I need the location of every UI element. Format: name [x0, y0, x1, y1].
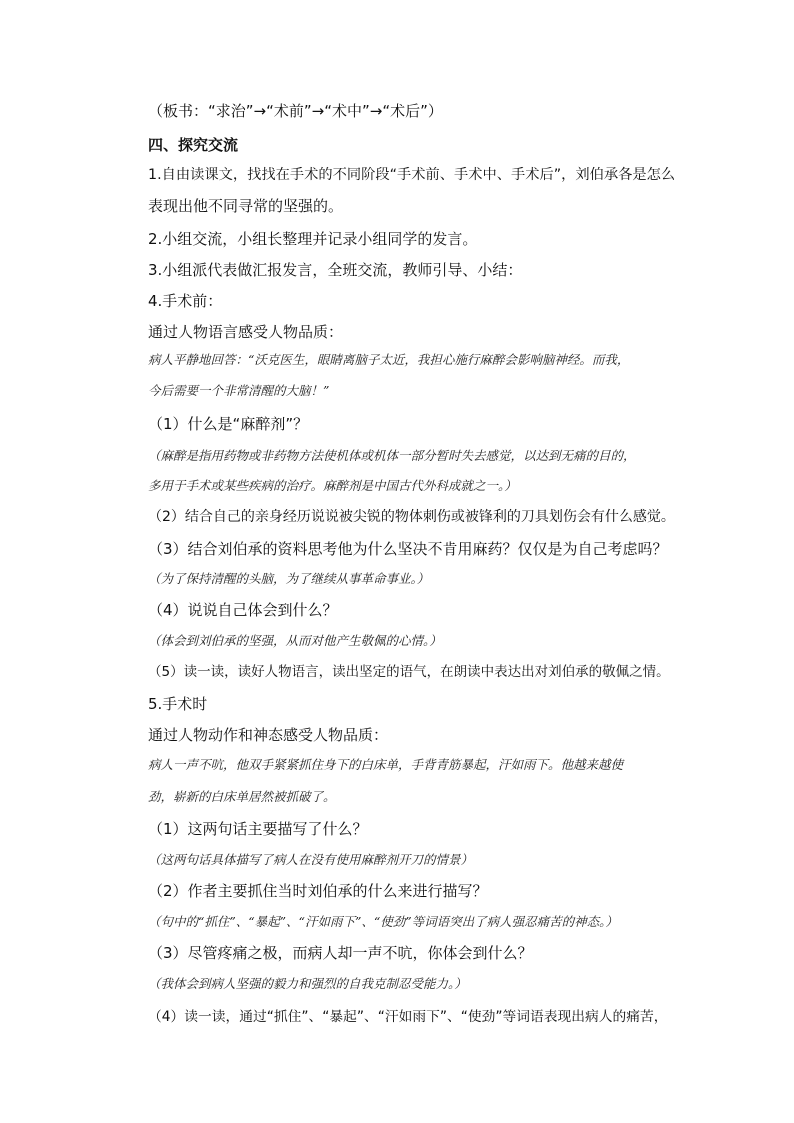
quote-line-2: 今后需要一个非常清醒的大脑！”: [148, 383, 330, 398]
answer-1-line-2: 多用于手术或某些疾病的治疗。麻醉剂是中国古代外科成就之一。）: [148, 478, 517, 493]
excerpt-line-2: 劲，崭新的白床单居然被抓破了。: [148, 789, 336, 804]
question-1: （1）什么是“麻醉剂”？: [148, 415, 309, 433]
step-1-line-2: 表现出他不同寻常的坚强的。: [148, 197, 344, 215]
step-3-line: 3.小组派代表做汇报发言，全班交流，教师引导、小结：: [148, 261, 523, 279]
section-heading: 四、探究交流: [148, 136, 239, 154]
step-4-heading: 4.手术前：: [148, 292, 223, 310]
step-2-line: 2.小组交流，小组长整理并记录小组同学的发言。: [148, 230, 478, 248]
answer-3: （为了保持清醒的头脑，为了继续从事革命事业。）: [148, 571, 430, 586]
answer-b2: （句中的“抓住”、“暴起”、“汗如雨下”、“使劲”等词语突出了病人强忍痛苦的神态。）: [148, 914, 618, 929]
question-b1: （1）这两句话主要描写了什么？: [148, 820, 368, 838]
question-3: （3）结合刘伯承的资料思考他为什么坚决不肯用麻药？仅仅是为自己考虑吗？: [148, 540, 668, 558]
answer-b1: （这两句话具体描写了病人在没有使用麻醉剂开刀的情景）: [148, 852, 474, 867]
board-note-line: （板书：“求治”→“术前”→“术中”→“术后”）: [148, 102, 443, 120]
subheading-language: 通过人物语言感受人物品质：: [148, 323, 344, 341]
question-b4: （4）读一读，通过“抓住”、“暴起”、“汗如雨下”、“使劲”等词语表现出病人的痛苦，: [148, 1009, 668, 1025]
answer-1-line-1: （麻醉是指用药物或非药物方法使机体或机体一部分暂时失去感觉，以达到无痛的目的，: [148, 448, 636, 463]
question-2: （2）结合自己的亲身经历说说被尖锐的物体刺伤或被锋利的刀具划伤会有什么感觉。: [148, 509, 675, 525]
subheading-action: 通过人物动作和神态感受人物品质：: [148, 726, 389, 744]
question-b2: （2）作者主要抓住当时刘伯承的什么来进行描写？: [148, 882, 488, 900]
answer-b3: （我体会到病人坚强的毅力和强烈的自我克制忍受能力。）: [148, 976, 467, 991]
quote-line-1: 病人平静地回答：“沃克医生，眼睛离脑子太近，我担心施行麻醉会影响脑神经。而我，: [148, 352, 630, 367]
question-4: （4）说说自己体会到什么？: [148, 601, 338, 619]
answer-4: （体会到刘伯承的坚强，从而对他产生敬佩的心情。）: [148, 633, 442, 648]
step-5-heading: 5.手术时: [148, 695, 208, 713]
question-b3: （3）尽管疼痛之极，而病人却一声不吭，你体会到什么？: [148, 944, 533, 962]
step-1-line-1: 1.自由读课文，找找在手术的不同阶段“手术前、手术中、手术后”，刘伯承各是怎么: [148, 167, 676, 183]
question-5: （5）读一读，读好人物语言，读出坚定的语气，在朗读中表达出对刘伯承的敬佩之情。: [148, 664, 670, 680]
excerpt-line-1: 病人一声不吭，他双手紧紧抓住身下的白床单，手背青筋暴起，汗如雨下。他越来越使: [148, 757, 624, 772]
